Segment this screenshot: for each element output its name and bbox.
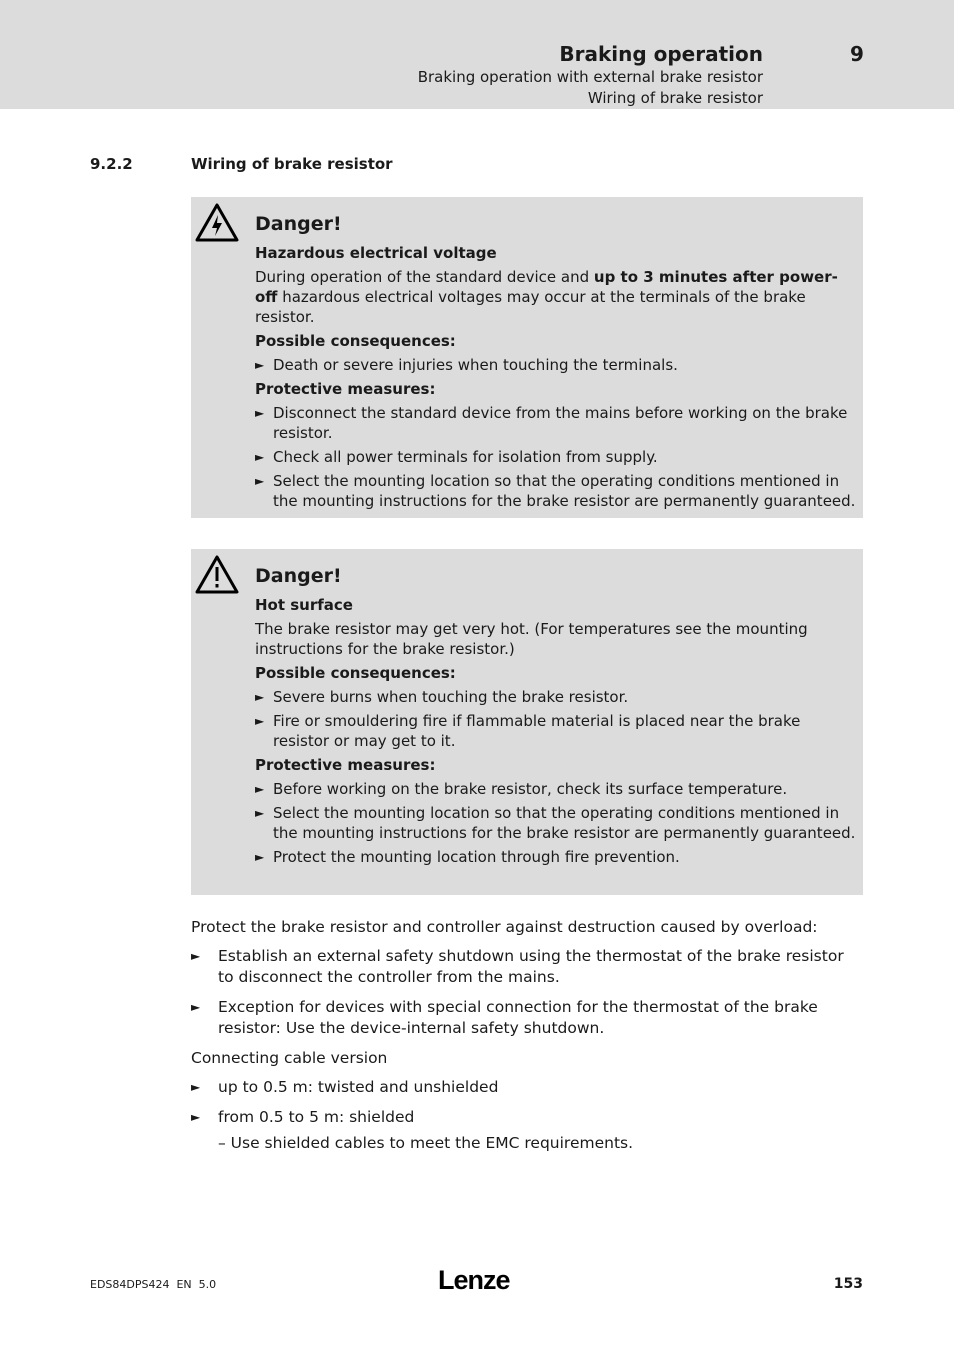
danger-subtitle: Hazardous electrical voltage [255,244,497,262]
danger-text-part: hazardous electrical voltages may occur at the terminals of the brake resistor. [255,288,806,326]
body-content [191,917,863,1154]
header-subtitle: Braking operation with external brake resistor [417,68,763,86]
list-item-text: Exception for devices with special connection for the thermostat of the brake resistor: Use the device-internal safety shutdown. [218,998,818,1037]
list-item [191,1107,863,1128]
bullet-arrow-icon: ► [255,850,265,864]
list-item [255,711,857,751]
list-item [255,447,857,467]
danger-text: The brake resistor may get very hot. (For temperatures see the mounting instructions for the brake resistor.) [255,620,808,658]
list-item [255,803,857,843]
list-item-text: up to 0.5 m: twisted and unshielded [218,1078,499,1096]
list-item-text: Select the mounting location so that the operating conditions mentioned in the mounting instructions for the brake resistor are permanently guaranteed. [273,804,856,842]
cable-note: – Use shielded cables to meet the EMC requirements. [218,1134,634,1152]
list-item [255,355,857,375]
bullet-arrow-icon: ► [255,690,265,704]
danger-box-electrical [191,197,863,518]
danger-text-emphasis: up to 3 minutes after power-off [255,268,838,306]
section-number: 9.2.2 [90,155,133,173]
list-item [191,946,863,988]
consequences-label: Possible consequences: [255,332,456,350]
list-item [191,997,863,1039]
list-item-text: Severe burns when touching the brake resistor. [273,688,629,706]
bullet-arrow-icon: ► [255,450,265,464]
warning-icon [195,555,239,595]
list-item [255,403,857,443]
chapter-number: 9 [850,42,864,66]
consequences-list [255,355,857,375]
bullet-arrow-icon: ► [191,1000,201,1014]
list-item-text: Death or severe injuries when touching the terminals. [273,356,678,374]
list-item-text: Before working on the brake resistor, check its surface temperature. [273,780,788,798]
document-code: EDS84DPS424 EN 5.0 [90,1278,217,1291]
electric-hazard-icon [195,203,239,243]
measures-list [255,403,857,511]
list-item [255,471,857,511]
list-item-text: Check all power terminals for isolation from supply. [273,448,658,466]
bullet-arrow-icon: ► [255,406,265,420]
list-item-text: Protect the mounting location through fire prevention. [273,848,680,866]
bullet-arrow-icon: ► [255,714,265,728]
measures-label: Protective measures: [255,756,436,774]
list-item-text: Fire or smouldering fire if flammable material is placed near the brake resistor or may get to it. [273,712,801,750]
measures-list [255,779,857,867]
page-number: 153 [833,1276,863,1292]
bullet-arrow-icon: ► [191,949,201,963]
bullet-arrow-icon: ► [255,782,265,796]
header-subtitle-2: Wiring of brake resistor [587,89,763,107]
danger-subtitle: Hot surface [255,596,353,614]
header-band [0,0,954,109]
section-title: Wiring of brake resistor [191,155,393,173]
list-item [191,1077,863,1098]
list-item-text: Establish an external safety shutdown using the thermostat of the brake resistor to disconnect the controller from the mains. [218,947,844,986]
consequences-label: Possible consequences: [255,664,456,682]
list-item [255,687,857,707]
danger-text [255,267,857,327]
bullet-arrow-icon: ► [191,1080,201,1094]
body-intro: Protect the brake resistor and controller against destruction caused by overload: [191,918,818,936]
bullet-arrow-icon: ► [255,474,265,488]
list-item [255,847,857,867]
danger-text-part: During operation of the standard device and [255,268,594,286]
danger-title: Danger! [255,213,342,235]
lenze-logo [438,1262,518,1296]
list-item-text: Select the mounting location so that the operating conditions mentioned in the mounting instructions for the brake resistor are permanently guaranteed. [273,472,856,510]
logo-text: Lenze [438,1265,510,1295]
list-item-text: Disconnect the standard device from the mains before working on the brake resistor. [273,404,848,442]
bullet-arrow-icon: ► [255,358,265,372]
list-item [255,779,857,799]
measures-label: Protective measures: [255,380,436,398]
list-item-text: from 0.5 to 5 m: shielded [218,1108,415,1126]
bullet-arrow-icon: ► [255,806,265,820]
danger-title: Danger! [255,565,342,587]
danger-box-hot-surface [191,549,863,895]
bullet-arrow-icon: ► [191,1110,201,1124]
header-title: Braking operation [559,42,763,66]
consequences-list [255,687,857,751]
cable-heading: Connecting cable version [191,1049,388,1067]
